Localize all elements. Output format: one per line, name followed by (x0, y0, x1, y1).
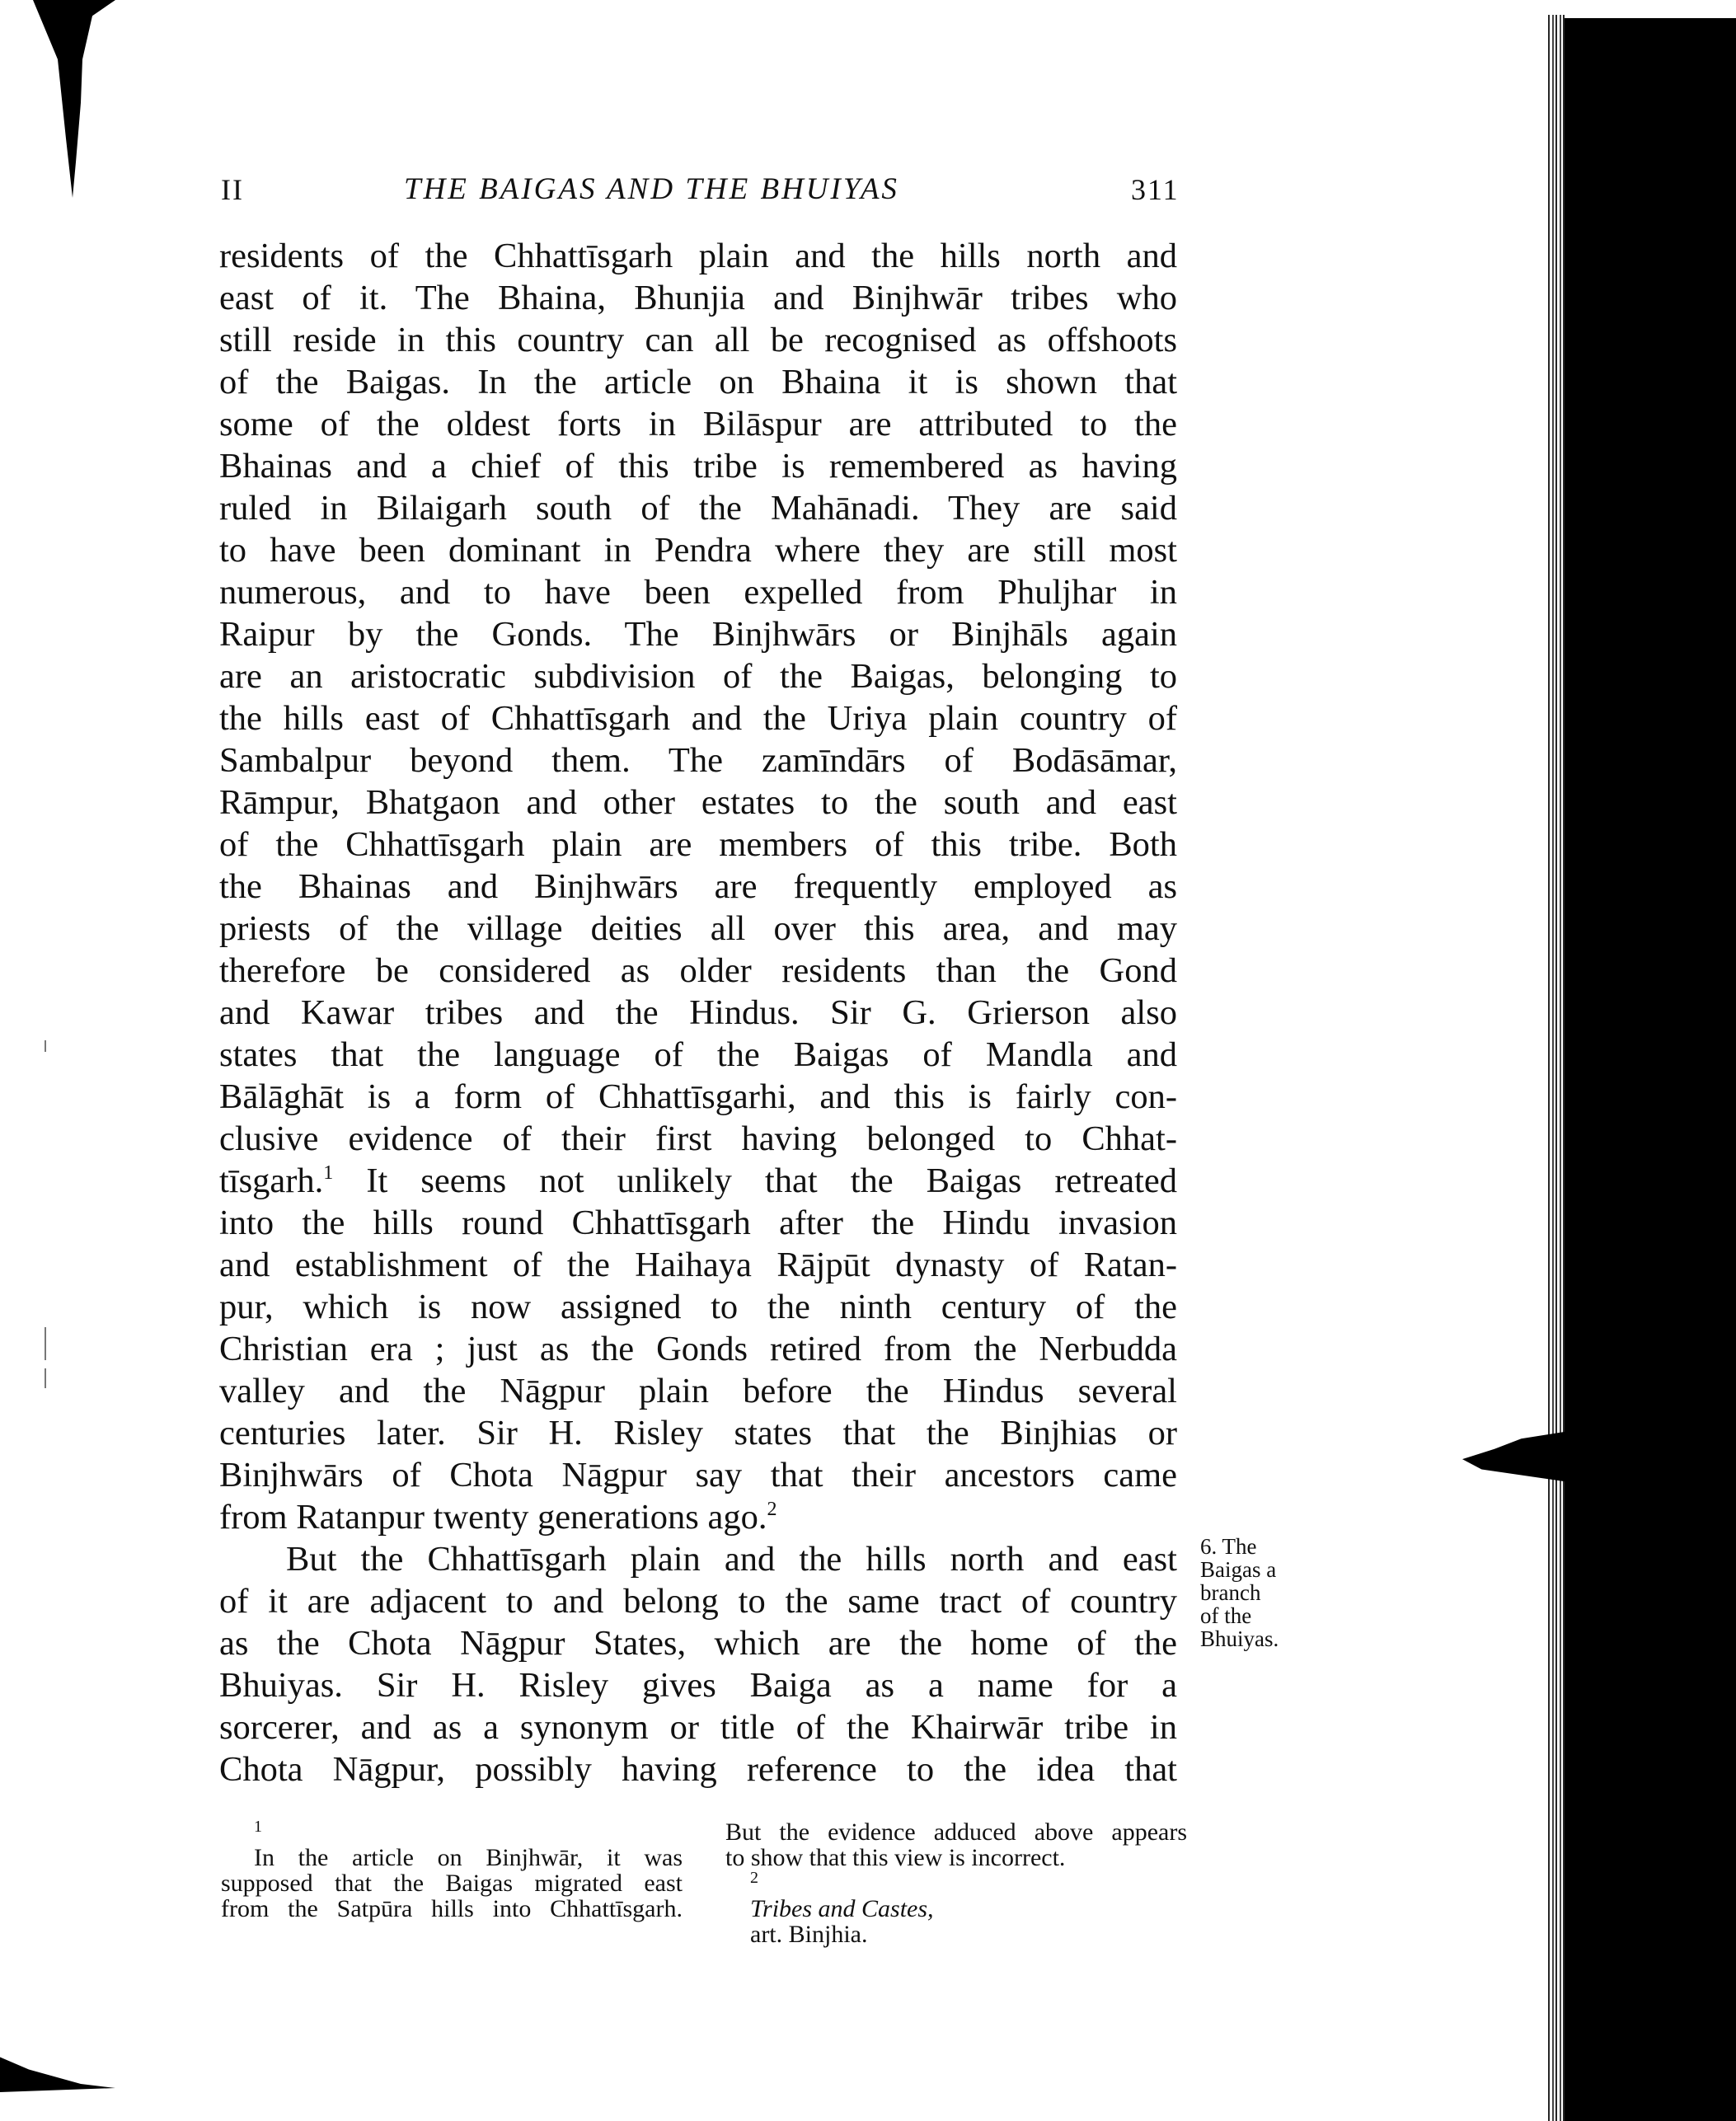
text-line: as the Chota Nāgpur States, which are the home of the (219, 1624, 1177, 1663)
text-fragment: tīsgarh. (219, 1161, 324, 1200)
text-line: and establishment of the Haihaya Rājpūt dynasty of Ratan- (219, 1246, 1177, 1284)
text-line: valley and the Nāgpur plain before the Hindus several (219, 1372, 1177, 1410)
text-line: clusive evidence of their first having belonged to Chhat- (219, 1119, 1177, 1158)
text-line: pur, which is now assigned to the ninth century of the (219, 1288, 1177, 1326)
footnote-line: supposed that the Baigas migrated east (221, 1870, 683, 1897)
page-number: 311 (1131, 173, 1180, 206)
text-line: residents of the Chhattīsgarh plain and the hills north and (219, 237, 1177, 275)
text-fragment: It seems not unlikely that the Baigas retreated (333, 1161, 1177, 1200)
text-line: Chota Nāgpur, possibly having reference to the idea that (219, 1750, 1177, 1789)
text-line: into the hills round Chhattīsgarh after the Hindu invasion (219, 1204, 1177, 1242)
text-line: Bālāghāt is a form of Chhattīsgarhi, and this is fairly con- (219, 1077, 1177, 1116)
footnote-text: art. Binjhia. (750, 1921, 868, 1948)
footnote-ref-1: 1 (323, 1162, 334, 1184)
footnote-ref-2: 2 (767, 1499, 777, 1520)
text-line: sorcerer, and as a synonym or title of the Khairwār tribe in (219, 1708, 1177, 1747)
text-line: Christian era ; just as the Gonds retired from the Nerbudda (219, 1330, 1177, 1368)
text-line: Raipur by the Gonds. The Binjhwārs or Binjhāls again (219, 615, 1177, 654)
text-fragment: from Ratanpur twenty generations ago. (219, 1498, 767, 1537)
text-line: of the Baigas. In the article on Bhaina it is shown that (219, 363, 1177, 401)
footnote-mark-1: 1 (254, 1818, 262, 1836)
text-line: the hills east of Chhattīsgarh and the Uriya plain country of (219, 699, 1177, 738)
footnote-mark-2: 2 (750, 1869, 758, 1887)
text-line: Bhainas and a chief of this tribe is remembered as having (219, 447, 1177, 486)
footnote-text: In the article on Binjhwār, it was (254, 1844, 683, 1871)
text-line: ruled in Bilaigarh south of the Mahānadi. They are said (219, 489, 1177, 528)
footnote-continuation (725, 1819, 1187, 1947)
text-line: east of it. The Bhaina, Bhunjia and Binjhwār tribes who (219, 279, 1177, 317)
text-line: Rāmpur, Bhatgaon and other estates to the south and east (219, 783, 1177, 822)
text-line: centuries later. Sir H. Risley states that the Binjhias or (219, 1414, 1177, 1452)
footnote-line (221, 1819, 683, 1870)
body-text (219, 235, 1177, 1790)
text-line: the Bhainas and Binjhwārs are frequently employed as (219, 867, 1177, 906)
text-line: some of the oldest forts in Bilāspur are attributed to the (219, 405, 1177, 443)
running-head-title: THE BAIGAS AND THE BHUIYAS (404, 172, 899, 206)
footnote-line: to show that this view is incorrect. (725, 1844, 1066, 1871)
margin-note (1200, 1535, 1299, 1650)
text-line: still reside in this country can all be recognised as offshoots (219, 321, 1177, 359)
margin-note-line: of the (1200, 1603, 1252, 1628)
footnote-line: But the evidence adduced above appears (725, 1818, 1187, 1846)
binding-shadow-mark (33, 0, 115, 198)
scan-speck (45, 1040, 46, 1052)
page-edge-shadow (1548, 15, 1566, 2121)
text-line: states that the language of the Baigas of Mandla and (219, 1035, 1177, 1074)
margin-note-line: Baigas a (1200, 1557, 1277, 1582)
footnote-1 (221, 1819, 683, 1922)
text-line: of the Chhattīsgarh plain are members of this tribe. Both (219, 825, 1177, 864)
text-line: Binjhwārs of Chota Nāgpur say that their ancestors came (219, 1456, 1177, 1495)
chapter-number: II (221, 173, 244, 206)
text-line: therefore be considered as older residents than the Gond (219, 951, 1177, 990)
text-line: to have been dominant in Pendra where they are still most (219, 531, 1177, 570)
corner-scan-mark (0, 2051, 115, 2092)
text-line: But the Chhattīsgarh plain and the hills north and east (286, 1540, 1177, 1579)
scan-speck (45, 1368, 46, 1388)
text-line: priests of the village deities all over this area, and may (219, 909, 1177, 948)
margin-note-line: branch (1200, 1580, 1261, 1605)
text-line: of it are adjacent to and belong to the same tract of country (219, 1582, 1177, 1621)
text-line-with-footnote-ref (219, 1160, 1177, 1202)
text-line: and Kawar tribes and the Hindus. Sir G. Grierson also (219, 993, 1177, 1032)
scan-border-notch (1462, 1431, 1569, 1482)
text-line: Bhuiyas. Sir H. Risley gives Baiga as a name for a (219, 1666, 1177, 1705)
text-line: Sambalpur beyond them. The zamīndārs of Bodāsāmar, (219, 741, 1177, 780)
footnote-line: from the Satpūra hills into Chhattīsgarh. (221, 1895, 683, 1922)
scan-speck (45, 1327, 46, 1360)
footnote-2 (725, 1870, 1187, 1947)
footnote-book-title: Tribes and Castes, (750, 1895, 934, 1922)
margin-note-line: 6. The (1200, 1534, 1257, 1559)
margin-note-line: Bhuiyas. (1200, 1626, 1279, 1651)
scan-black-border (1565, 18, 1736, 2121)
text-line-with-footnote-ref (219, 1496, 1177, 1538)
text-line: numerous, and to have been expelled from Phuljhar in (219, 573, 1177, 612)
text-line: are an aristocratic subdivision of the Baigas, belonging to (219, 657, 1177, 696)
